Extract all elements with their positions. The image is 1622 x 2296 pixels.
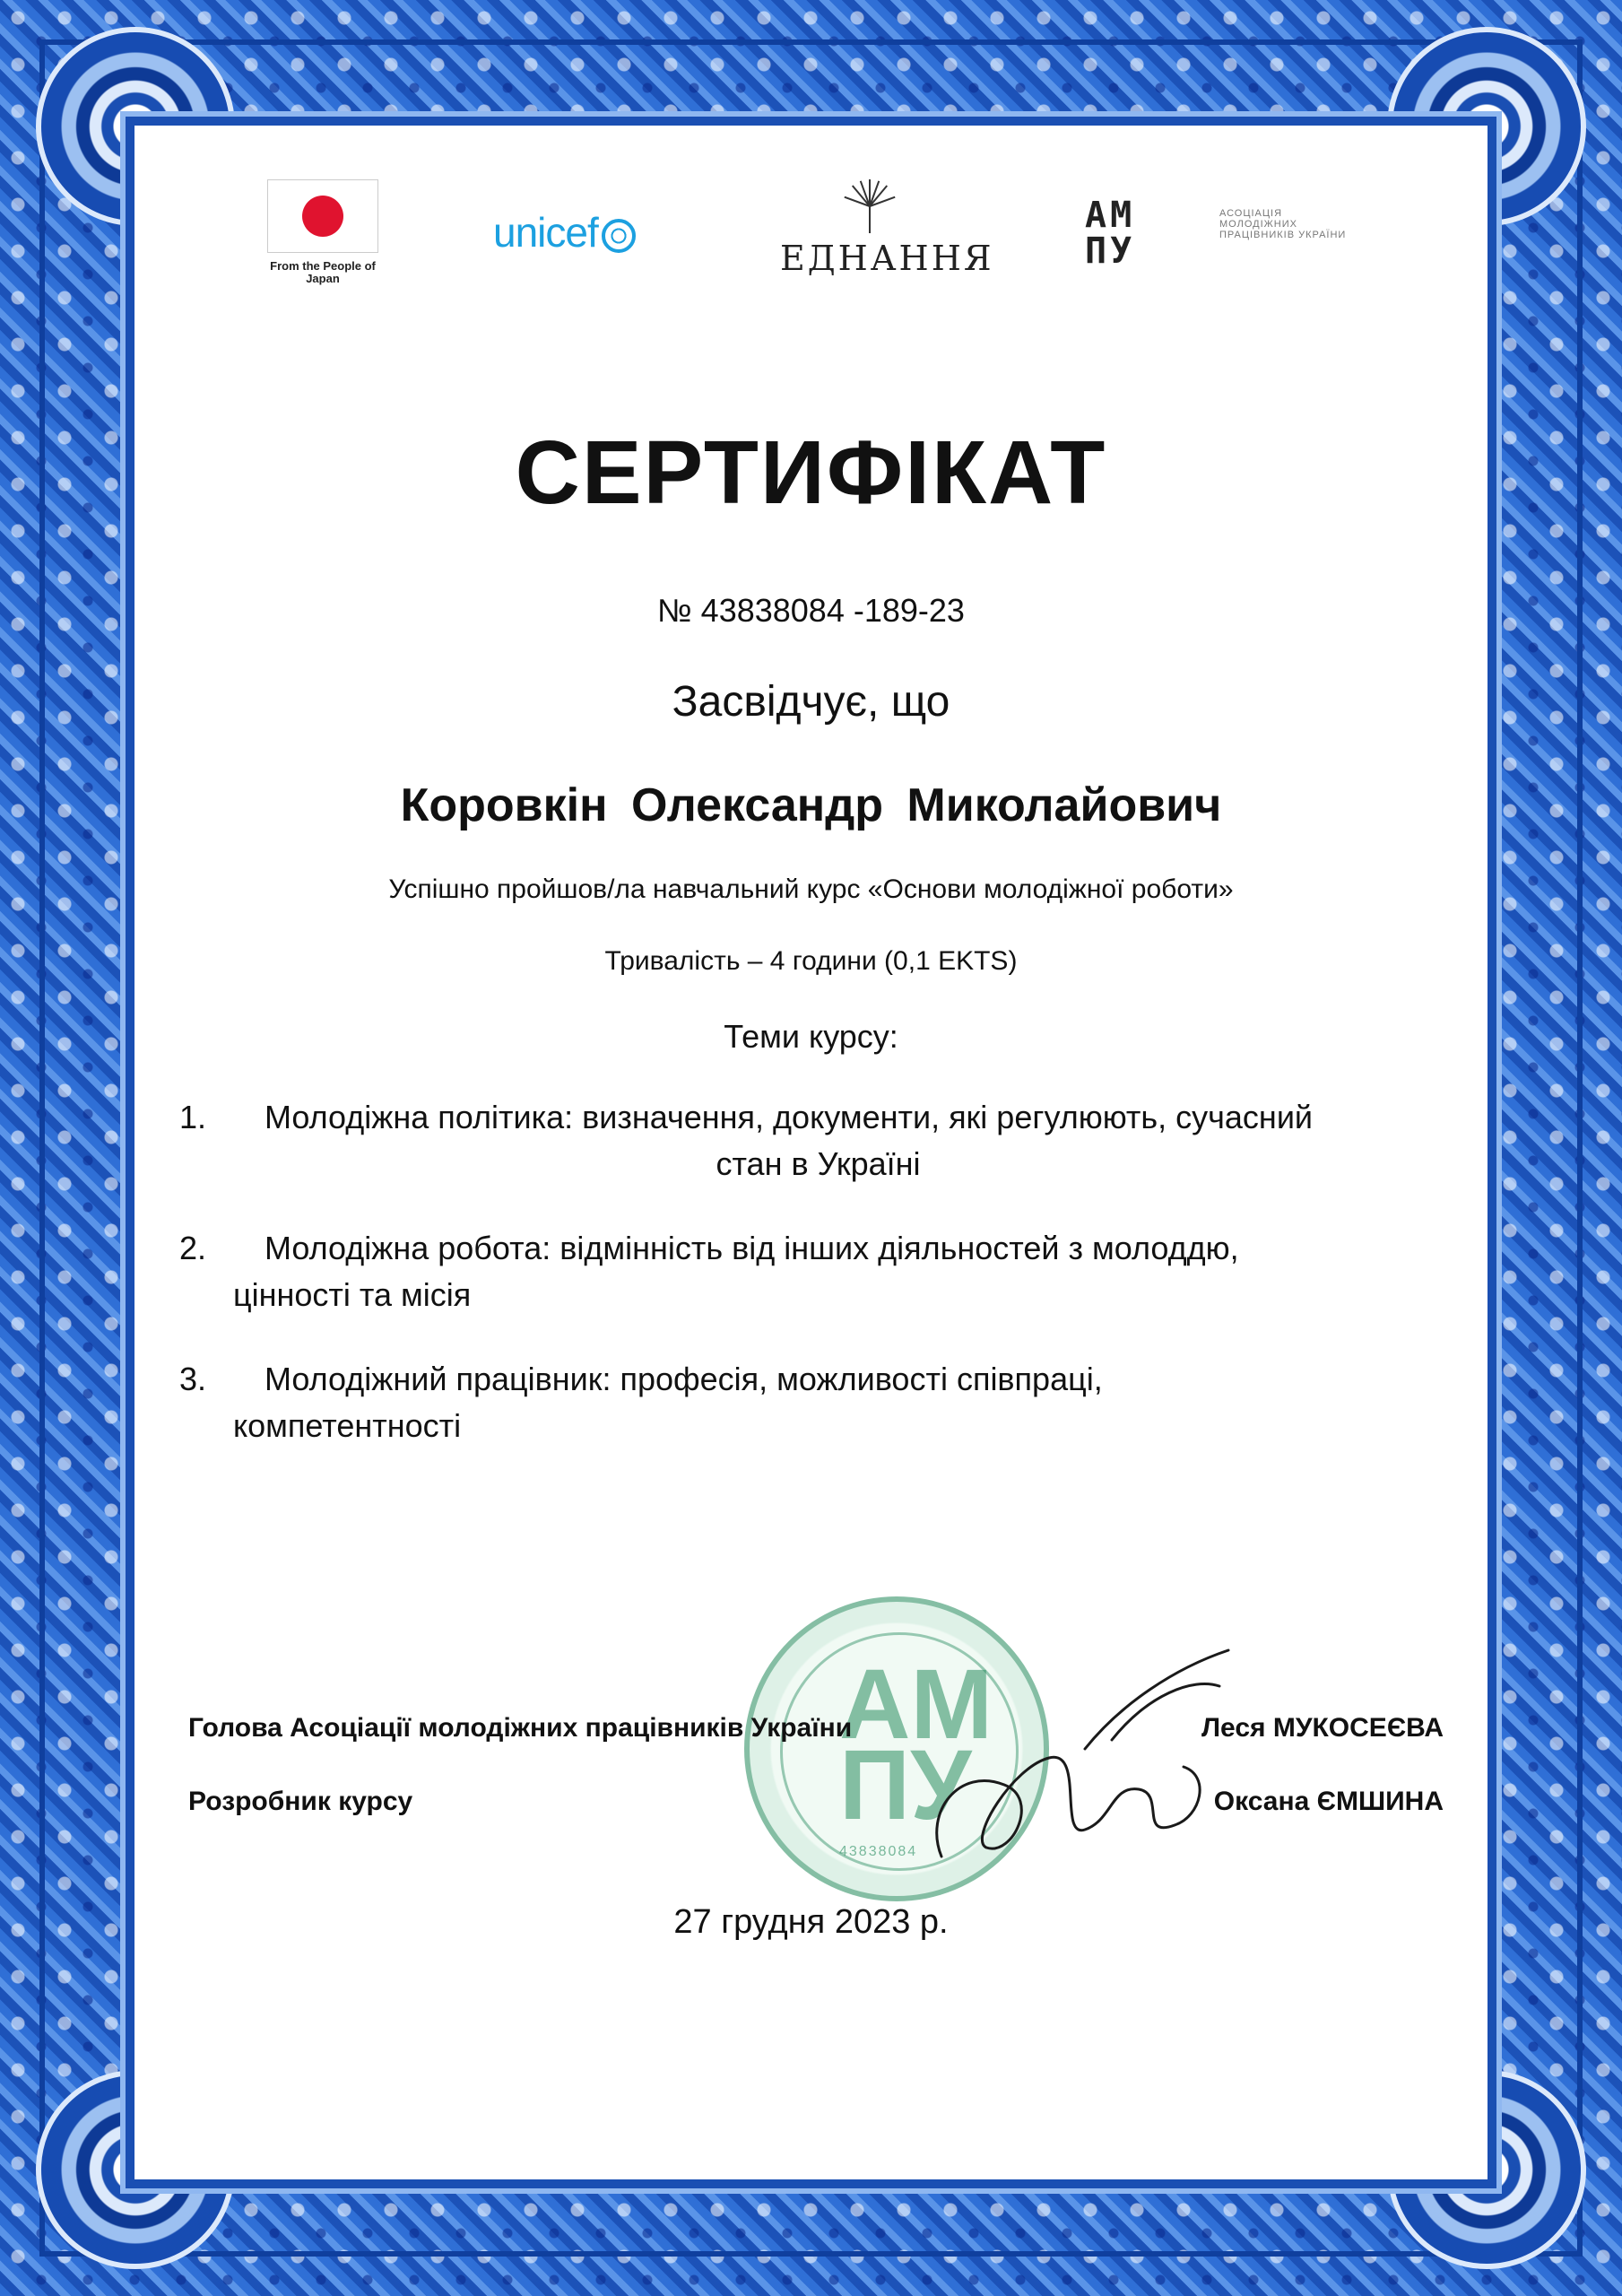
japan-flag-icon [267,179,378,253]
topic-number: 3. [179,1361,207,1397]
topic-text-line2: компетентності [233,1407,462,1444]
ednannia-logo [780,179,994,305]
topic-text-line1: Молодіжний працівник: професія, можливості співпраці, [265,1361,1103,1397]
certificate-title: СЕРТИФІКАТ [515,422,1107,523]
course-duration: Тривалість – 4 години (0,1 EKTS) [604,946,1018,976]
signatory-role: Голова Асоціації молодіжних працівників України [188,1713,853,1743]
signatory-role: Розробник курсу [188,1787,413,1816]
topic-text-line2: стан в Україні [716,1145,921,1182]
topic-number: 2. [179,1230,207,1266]
stamp-letters: АМ ПУ [839,1649,993,1840]
stamp-code: 43838084 [839,1844,918,1859]
ednannia-wordmark: ЕДНАННЯ [780,239,994,278]
topic-text-line1: Молодіжна робота: відмінність від інших діяльностей з молоддю, [265,1230,1239,1266]
course-description: Успішно пройшов/ла навчальний курс «Основи молодіжної роботи» [388,874,1234,904]
signatory-person: Леся МУКОСЕЄВА [1201,1713,1444,1743]
topic-item [179,1094,1453,1187]
handwritten-signature [906,1632,1246,1901]
signatory-person: Оксана ЄМШИНА [1213,1787,1444,1816]
topic-text-line1: Молодіжна політика: визначення, документи, які регулюють, сучасний [265,1099,1314,1135]
topic-text-line2: цінності та місія [233,1276,472,1313]
ampu-mark-top: АМ [1085,195,1136,236]
unicef-logo [493,208,636,257]
recipient-name: Коровкін Олександр Миколайович [400,779,1222,831]
ampu-description: АСОЦІАЦІЯ МОЛОДІЖНИХ ПРАЦІВНИКІВ УКРАЇНИ [1219,208,1347,240]
japan-caption: From the People of Japan [270,259,376,285]
topic-item [179,1225,1453,1318]
certifies-text: Засвідчує, що [672,678,950,726]
sponsor-logos [260,179,1363,323]
certificate-number: № 43838084 -189-23 [657,592,965,629]
unicef-globe-icon [602,219,636,253]
ampu-mark-bottom: ПУ [1085,230,1136,272]
ampu-logo [1085,197,1372,296]
japan-logo [260,179,386,305]
topic-item [179,1356,1453,1449]
dandelion-icon [843,179,897,233]
topics-heading: Теми курсу: [724,1018,898,1055]
issue-date: 27 грудня 2023 р. [673,1903,949,1941]
topics-list [179,1094,1453,1487]
unicef-wordmark: unicef [493,209,598,256]
topic-number: 1. [179,1099,207,1135]
